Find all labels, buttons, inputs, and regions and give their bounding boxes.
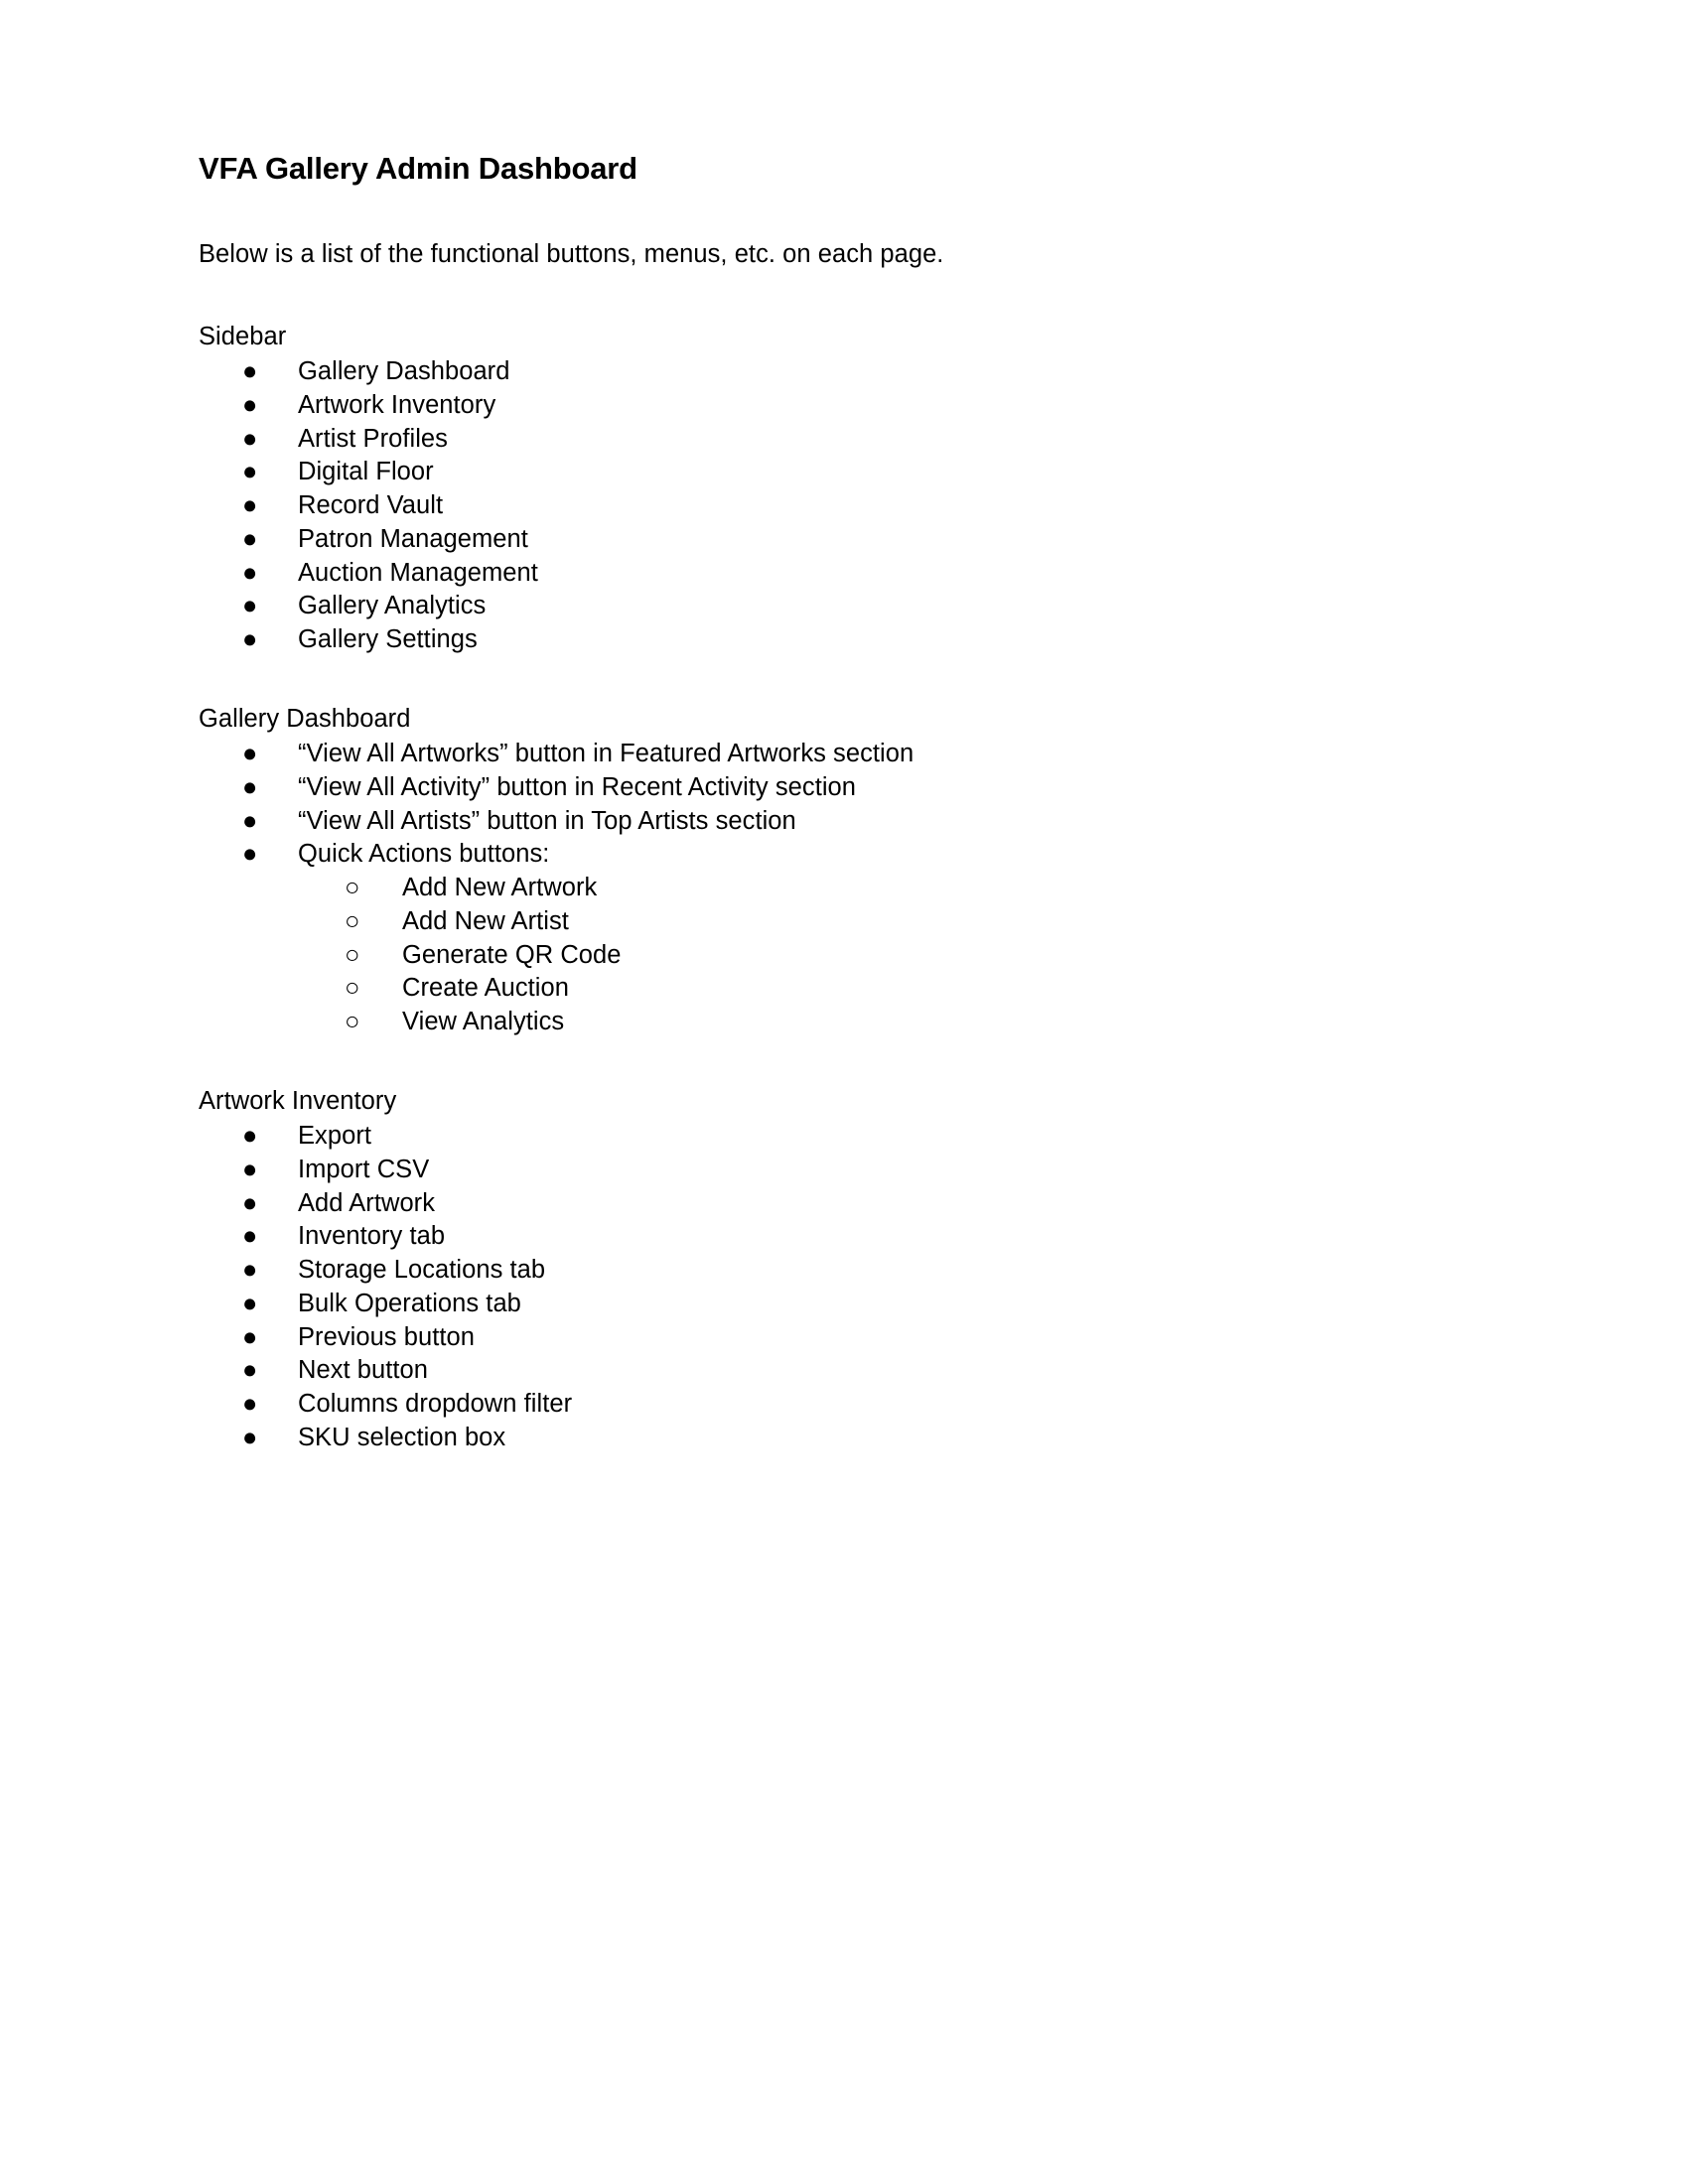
- bullet-dot-icon: ●: [242, 458, 258, 486]
- list-item: [199, 1321, 1489, 1355]
- list-item: [199, 557, 1489, 591]
- bullet-circle-icon: ○: [345, 940, 360, 969]
- sub-list-item-label: Add New Artist: [402, 906, 569, 935]
- list-item-label: Artwork Inventory: [298, 390, 496, 419]
- bullet-dot-icon: ●: [242, 1188, 258, 1217]
- bullet-dot-icon: ●: [242, 625, 258, 654]
- list-item: [199, 523, 1489, 557]
- list-item-label: Storage Locations tab: [298, 1256, 546, 1285]
- section-spacer: [199, 657, 1489, 701]
- sub-list-item: [303, 939, 1489, 973]
- section-heading: Sidebar: [199, 322, 287, 350]
- sub-list-item-label: Add New Artwork: [402, 874, 598, 902]
- bullet-dot-icon: ●: [242, 558, 258, 587]
- list-item-label: “View All Artists” button in Top Artists section: [298, 806, 796, 835]
- sub-list-item-label: Create Auction: [402, 974, 569, 1003]
- section-artwork-inventory: [199, 1083, 1489, 1455]
- list-item: [199, 1154, 1489, 1187]
- list-item-label: Columns dropdown filter: [298, 1390, 573, 1419]
- sub-list-item-label: Generate QR Code: [402, 940, 622, 969]
- sub-list-container: [199, 872, 1489, 1039]
- sub-bullet-list: [199, 872, 1489, 1039]
- bullet-dot-icon: ●: [242, 356, 258, 385]
- bullet-dot-icon: ●: [242, 1155, 258, 1183]
- list-item-label: Auction Management: [298, 558, 538, 587]
- list-item-label: Record Vault: [298, 491, 444, 520]
- list-item-label: “View All Artworks” button in Featured Artworks section: [298, 739, 914, 767]
- bullet-list: [199, 738, 1489, 1039]
- bullet-list: [199, 1120, 1489, 1455]
- list-item: [199, 489, 1489, 523]
- bullet-dot-icon: ●: [242, 390, 258, 419]
- bullet-dot-icon: ●: [242, 1423, 258, 1451]
- list-item-label: Gallery Analytics: [298, 592, 487, 620]
- intro-paragraph: Below is a list of the functional buttons, menus, etc. on each page.: [199, 240, 944, 269]
- section-heading: Artwork Inventory: [199, 1086, 397, 1115]
- bullet-dot-icon: ●: [242, 840, 258, 869]
- list-item-label: SKU selection box: [298, 1423, 506, 1451]
- list-item: [199, 771, 1489, 805]
- bullet-circle-icon: ○: [345, 874, 360, 902]
- bullet-dot-icon: ●: [242, 1222, 258, 1251]
- bullet-dot-icon: ●: [242, 772, 258, 801]
- list-item: [199, 1254, 1489, 1288]
- list-item: [199, 1288, 1489, 1321]
- list-item: [199, 355, 1489, 389]
- list-item: [199, 805, 1489, 839]
- list-item: [199, 838, 1489, 872]
- list-item: [199, 389, 1489, 423]
- section-gallery-dashboard: [199, 701, 1489, 1039]
- bullet-circle-icon: ○: [345, 1008, 360, 1036]
- list-item: [199, 1120, 1489, 1154]
- list-item-label: Quick Actions buttons:: [298, 840, 550, 869]
- list-item-label: Export: [298, 1121, 371, 1150]
- bullet-dot-icon: ●: [242, 1322, 258, 1351]
- list-item: [199, 423, 1489, 457]
- bullet-dot-icon: ●: [242, 806, 258, 835]
- list-item: [199, 1388, 1489, 1422]
- bullet-circle-icon: ○: [345, 906, 360, 935]
- bullet-dot-icon: ●: [242, 524, 258, 553]
- bullet-dot-icon: ●: [242, 1256, 258, 1285]
- list-item-label: Gallery Dashboard: [298, 356, 510, 385]
- sub-list-item: [303, 905, 1489, 939]
- sub-list-item: [303, 1006, 1489, 1039]
- bullet-dot-icon: ●: [242, 592, 258, 620]
- list-item: [199, 1187, 1489, 1221]
- section-sidebar: [199, 319, 1489, 657]
- list-item-label: Patron Management: [298, 524, 528, 553]
- list-item-label: Inventory tab: [298, 1222, 446, 1251]
- list-item-label: Bulk Operations tab: [298, 1289, 521, 1317]
- list-item: [199, 590, 1489, 623]
- sub-list-item: [303, 872, 1489, 905]
- list-item-label: Next button: [298, 1356, 428, 1385]
- bullet-dot-icon: ●: [242, 1121, 258, 1150]
- title-spacer: [199, 191, 1489, 236]
- section-spacer: [199, 1039, 1489, 1083]
- sub-list-item-label: View Analytics: [402, 1008, 565, 1036]
- sections-container: [199, 319, 1489, 1455]
- list-item: [199, 738, 1489, 771]
- list-item: [199, 1220, 1489, 1254]
- list-item: [199, 1354, 1489, 1388]
- list-item-label: Digital Floor: [298, 458, 434, 486]
- list-item: [199, 456, 1489, 489]
- page-title: VFA Gallery Admin Dashboard: [199, 151, 637, 186]
- sub-list-item: [303, 972, 1489, 1006]
- bullet-dot-icon: ●: [242, 739, 258, 767]
- list-item: [199, 1422, 1489, 1455]
- list-item-label: Artist Profiles: [298, 424, 448, 453]
- bullet-dot-icon: ●: [242, 1356, 258, 1385]
- bullet-dot-icon: ●: [242, 491, 258, 520]
- bullet-dot-icon: ●: [242, 424, 258, 453]
- bullet-circle-icon: ○: [345, 974, 360, 1003]
- bullet-dot-icon: ●: [242, 1390, 258, 1419]
- intro-spacer: [199, 273, 1489, 319]
- list-item-label: “View All Activity” button in Recent Activity section: [298, 772, 857, 801]
- list-item-label: Add Artwork: [298, 1188, 436, 1217]
- bullet-list: [199, 355, 1489, 657]
- list-item-label: Import CSV: [298, 1155, 430, 1183]
- list-item: [199, 623, 1489, 657]
- list-item-label: Previous button: [298, 1322, 475, 1351]
- list-item-label: Gallery Settings: [298, 625, 478, 654]
- section-heading: Gallery Dashboard: [199, 704, 411, 733]
- bullet-dot-icon: ●: [242, 1289, 258, 1317]
